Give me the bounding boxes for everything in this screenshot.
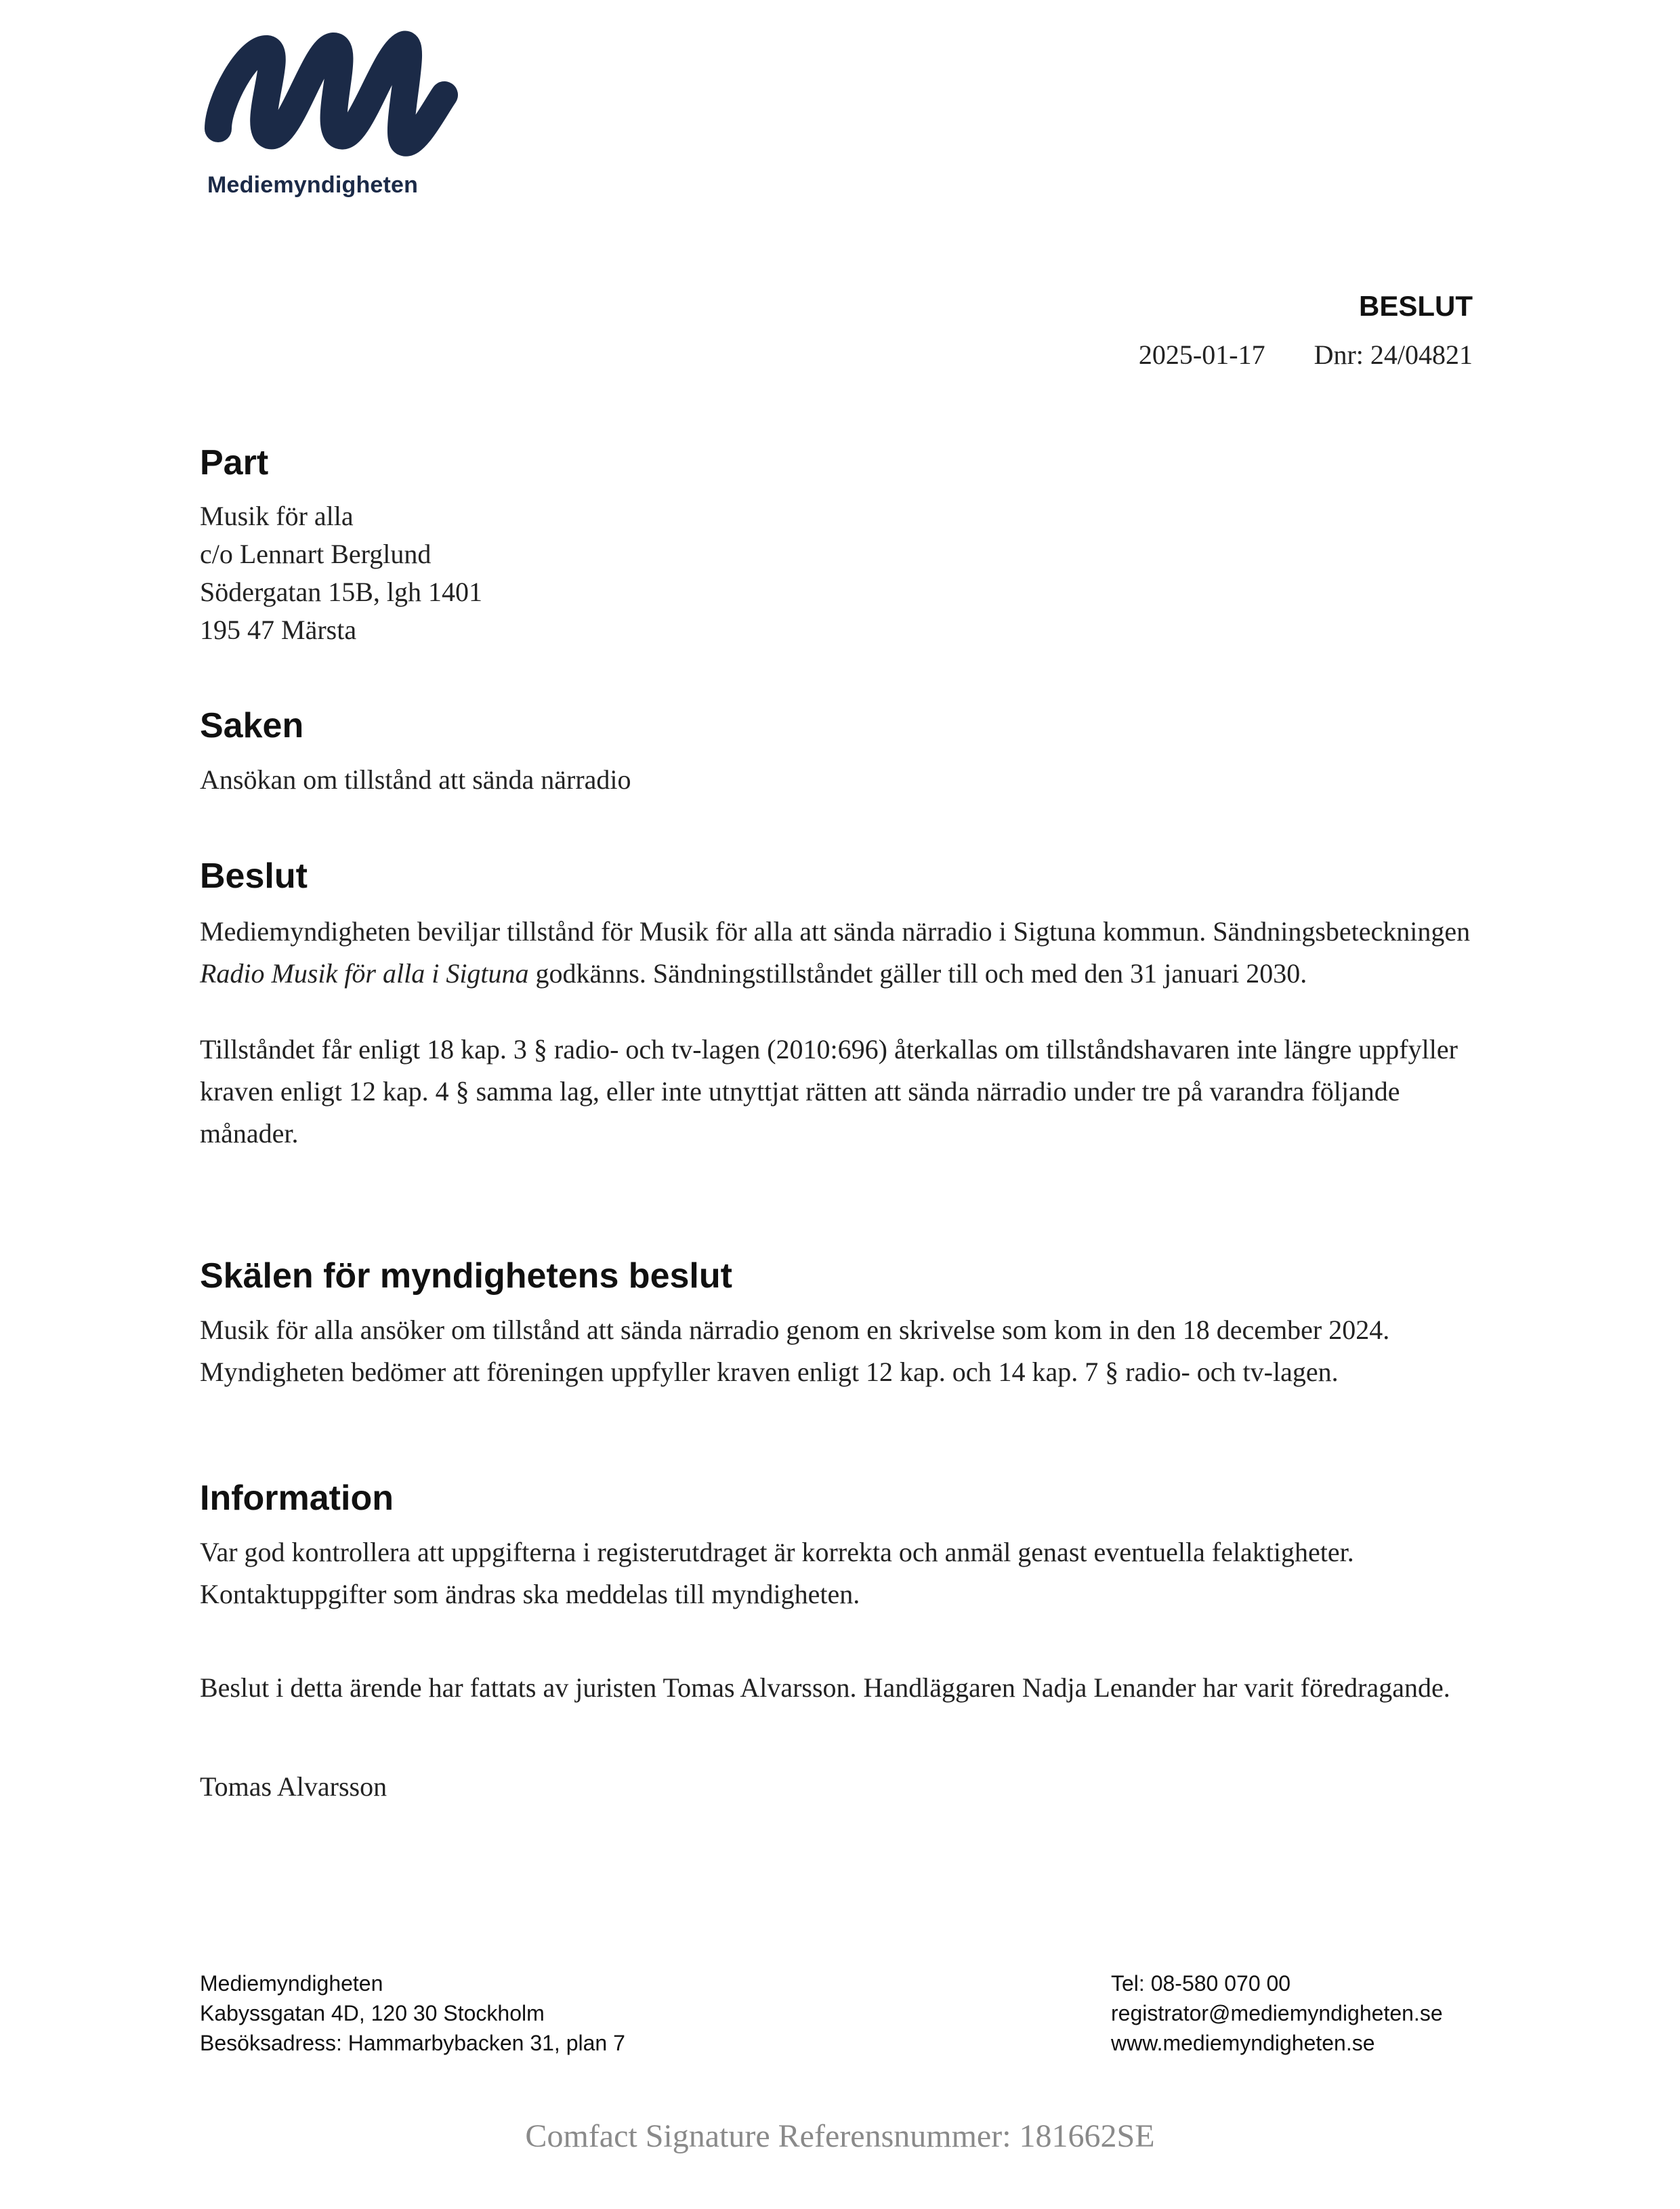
section-saken xyxy=(200,705,1473,801)
information-paragraph-2: Beslut i detta ärende har fattats av juristen Tomas Alvarsson. Handläggaren Nadja Lenander har varit föredragande. xyxy=(200,1672,1450,1704)
section-part xyxy=(200,442,1473,649)
document-dnr: Dnr: 24/04821 xyxy=(1314,339,1473,370)
logo-wave-mark xyxy=(201,27,458,169)
part-heading: Part xyxy=(200,443,269,482)
skalen-text: Musik för alla ansöker om tillstånd att sända närradio genom en skrivelse som kom in den 18 december 2024. Myndigheten bedömer att föreningen uppfyller kraven enligt 12 kap. och 14 kap. 7 § radio- och tv-lagen. xyxy=(200,1315,1390,1388)
party-address xyxy=(200,497,1473,649)
beslut-text: godkänns. Sändningstillståndet gäller till och med den 31 januari 2030. xyxy=(528,958,1307,989)
address-line: c/o Lennart Berglund xyxy=(200,539,432,570)
document-meta xyxy=(1139,339,1473,371)
saken-heading: Saken xyxy=(200,706,304,745)
footer-contact xyxy=(1111,1968,1443,2058)
information-heading: Information xyxy=(200,1479,394,1518)
beslut-paragraph-1 xyxy=(200,911,1473,995)
footer-line: Kabyssgatan 4D, 120 30 Stockholm xyxy=(200,2001,545,2025)
beslut-heading: Beslut xyxy=(200,856,308,896)
broadcast-designation: Radio Musik för alla i Sigtuna xyxy=(200,958,529,989)
footer-address xyxy=(200,1968,625,2058)
footer-email: registrator@mediemyndigheten.se xyxy=(1111,2001,1443,2025)
signature-reference-stamp: Comfact Signature Referensnummer: 181662SE xyxy=(525,2118,1155,2154)
section-information xyxy=(200,1477,1473,1808)
document-date: 2025-01-17 xyxy=(1138,339,1265,370)
footer-website: www.mediemyndigheten.se xyxy=(1111,2031,1375,2055)
beslut-paragraph-2: Tillståndet får enligt 18 kap. 3 § radio- och tv-lagen (2010:696) återkallas om tillståndshavaren inte längre uppfyller kraven enligt 12 kap. 4 § samma lag, eller inte utnyttjat rätten att sända närradio under tre på varandra följande månader. xyxy=(200,1034,1458,1149)
section-skalen xyxy=(200,1255,1473,1393)
logo-wordmark: Mediemyndigheten xyxy=(207,172,419,198)
beslut-text: Mediemyndigheten beviljar tillstånd för Musik för alla att sända närradio i Sigtuna kommun. Sändningsbeteckningen xyxy=(200,916,1471,947)
footer-phone: Tel: 08-580 070 00 xyxy=(1111,1971,1291,1996)
skalen-heading: Skälen för myndighetens beslut xyxy=(200,1256,732,1296)
address-line: 195 47 Märsta xyxy=(200,615,357,646)
saken-text: Ansökan om tillstånd att sända närradio xyxy=(200,764,631,796)
signature-name: Tomas Alvarsson xyxy=(200,1771,387,1802)
footer-line: Mediemyndigheten xyxy=(200,1971,383,1996)
information-paragraph-1: Var god kontrollera att uppgifterna i registerutdraget är korrekta och anmäl genast eventuella felaktigheter. Kontaktuppgifter som ändras ska meddelas till myndigheten. xyxy=(200,1537,1354,1610)
footer-line: Besöksadress: Hammarbybacken 31, plan 7 xyxy=(200,2031,625,2055)
address-line: Musik för alla xyxy=(200,501,354,532)
agency-logo xyxy=(201,27,458,199)
section-beslut xyxy=(200,855,1473,1155)
document-type: BESLUT xyxy=(1359,290,1473,322)
address-line: Södergatan 15B, lgh 1401 xyxy=(200,577,483,608)
